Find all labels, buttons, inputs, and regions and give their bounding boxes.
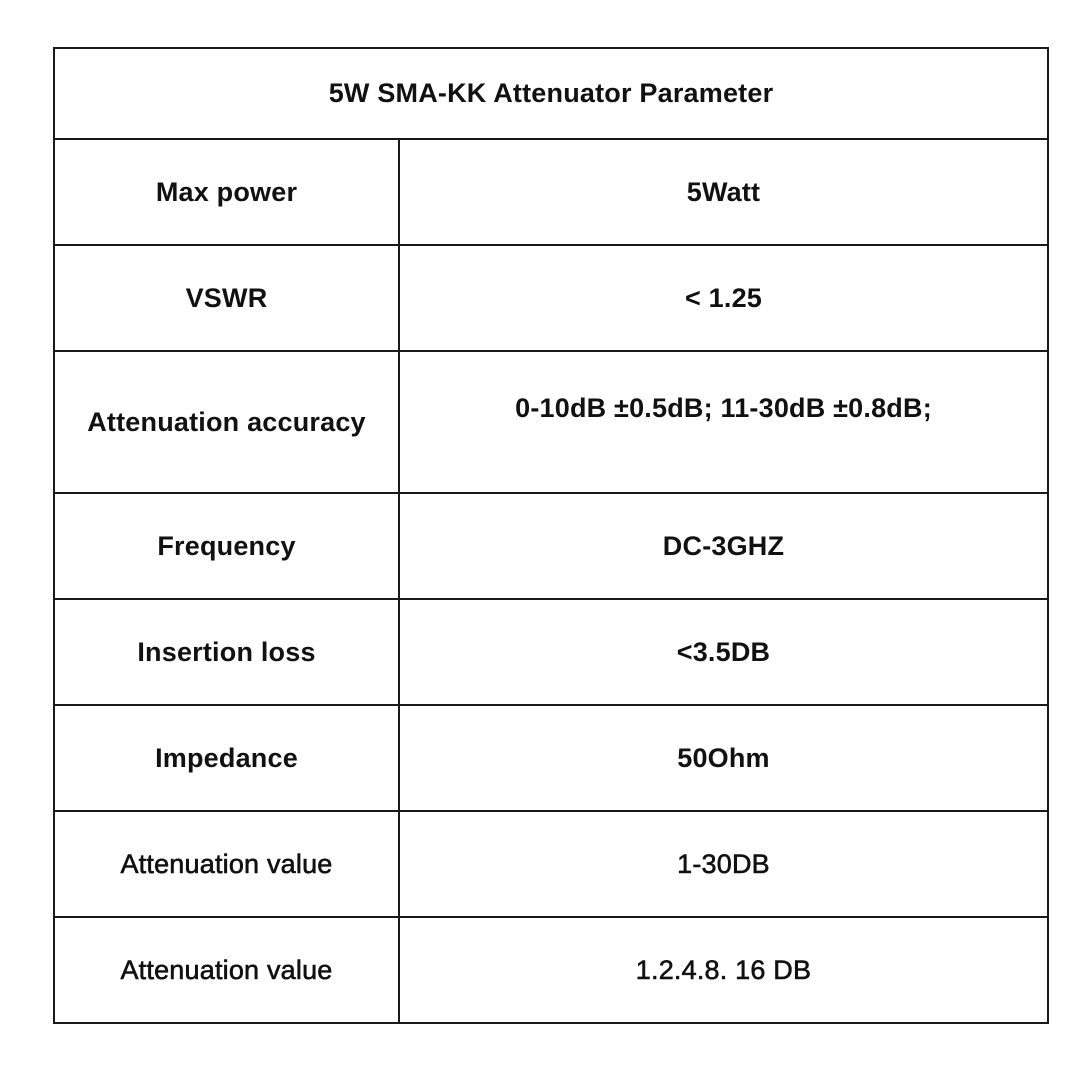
row-value: 1-30DB xyxy=(399,811,1048,917)
row-label: Frequency xyxy=(54,493,399,599)
row-value-cell xyxy=(399,351,1048,493)
row-value: < 1.25 xyxy=(399,245,1048,351)
table-title: 5W SMA-KK Attenuator Parameter xyxy=(54,48,1048,139)
row-value: 5Watt xyxy=(399,139,1048,245)
spec-table xyxy=(53,47,1049,1024)
row-value: 50Ohm xyxy=(399,705,1048,811)
row-label: Impedance xyxy=(54,705,399,811)
row-label: Attenuation accuracy xyxy=(54,351,399,493)
row-label: Attenuation value xyxy=(54,917,399,1023)
row-label: Max power xyxy=(54,139,399,245)
table-row xyxy=(54,245,1048,351)
row-value: 1.2.4.8. 16 DB xyxy=(399,917,1048,1023)
row-value: DC-3GHZ xyxy=(399,493,1048,599)
row-value: <3.5DB xyxy=(399,599,1048,705)
table-row xyxy=(54,811,1048,917)
table-row xyxy=(54,599,1048,705)
table-title-row xyxy=(54,48,1048,139)
table-row xyxy=(54,139,1048,245)
table-row xyxy=(54,493,1048,599)
table-row xyxy=(54,705,1048,811)
row-value: 0-10dB ±0.5dB; 11-30dB ±0.8dB; xyxy=(515,392,932,423)
table-row xyxy=(54,351,1048,493)
row-label: Insertion loss xyxy=(54,599,399,705)
row-label: Attenuation value xyxy=(54,811,399,917)
row-label: VSWR xyxy=(54,245,399,351)
table-row xyxy=(54,917,1048,1023)
